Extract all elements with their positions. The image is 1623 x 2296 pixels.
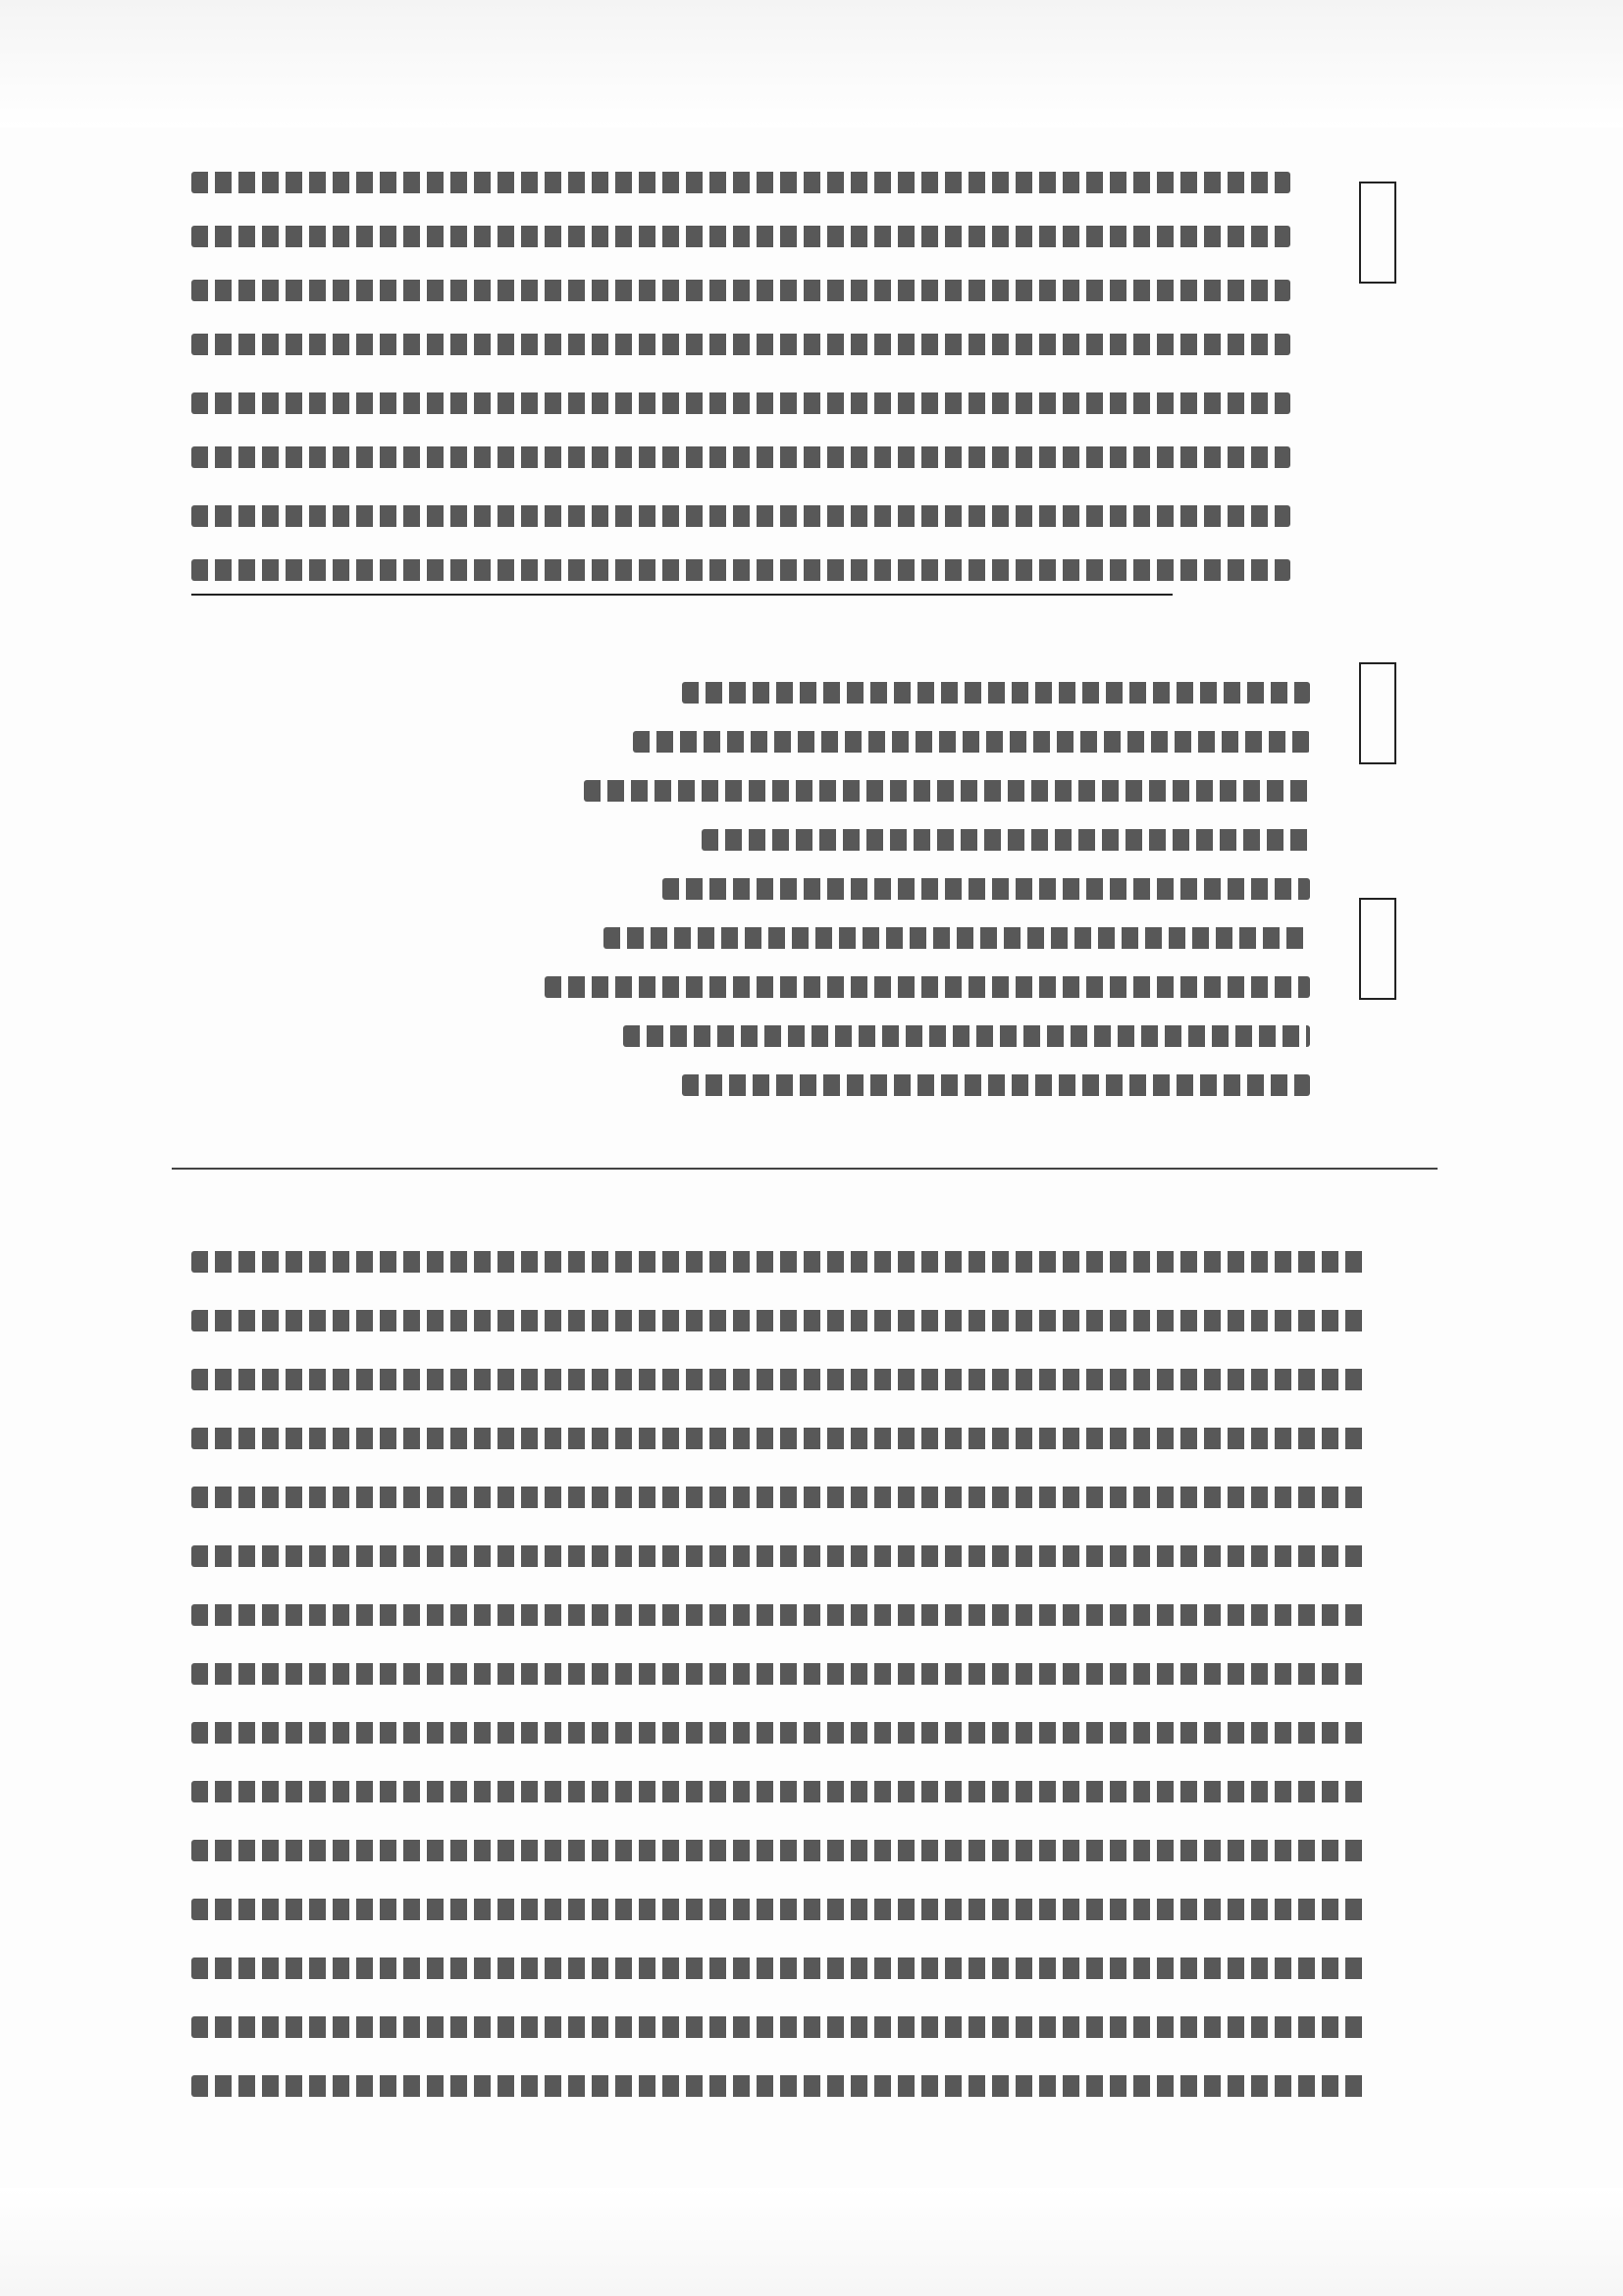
text-line [191,505,1290,527]
scan-edge-bottom [0,2188,1623,2296]
choice-line [682,1074,1310,1096]
text-line [191,1545,1369,1567]
text-line [191,1899,1369,1920]
text-line [191,1487,1369,1508]
text-line [191,1428,1369,1449]
text-line [191,1310,1369,1331]
choice-line [603,927,1310,949]
scan-edge-top [0,0,1623,128]
text-line [191,1781,1369,1802]
text-line [191,1369,1369,1390]
choice-line [545,976,1310,998]
text-line [191,559,1290,581]
text-line [191,2016,1369,2038]
text-line [191,172,1290,193]
text-line [191,392,1290,414]
text-line [191,1663,1369,1685]
question-label-box [1359,182,1396,284]
text-line [191,1957,1369,1979]
question-label-box [1359,662,1396,764]
text-line [191,280,1290,301]
choice-line [633,731,1310,753]
choice-line [682,682,1310,704]
text-line [191,1604,1369,1626]
text-line [191,334,1290,355]
lower-section [172,1192,1418,2173]
text-line [191,446,1290,468]
text-line [191,2075,1369,2097]
choice-line [584,780,1310,802]
text-underline [191,594,1173,596]
text-line [191,1840,1369,1861]
upper-section [172,132,1418,1153]
choice-line [623,1025,1310,1047]
choice-line [702,829,1310,851]
section-divider [172,1168,1438,1170]
text-line [191,1722,1369,1744]
text-line [191,226,1290,247]
choice-line [662,878,1310,900]
question-label-box [1359,898,1396,1000]
text-line [191,1251,1369,1273]
